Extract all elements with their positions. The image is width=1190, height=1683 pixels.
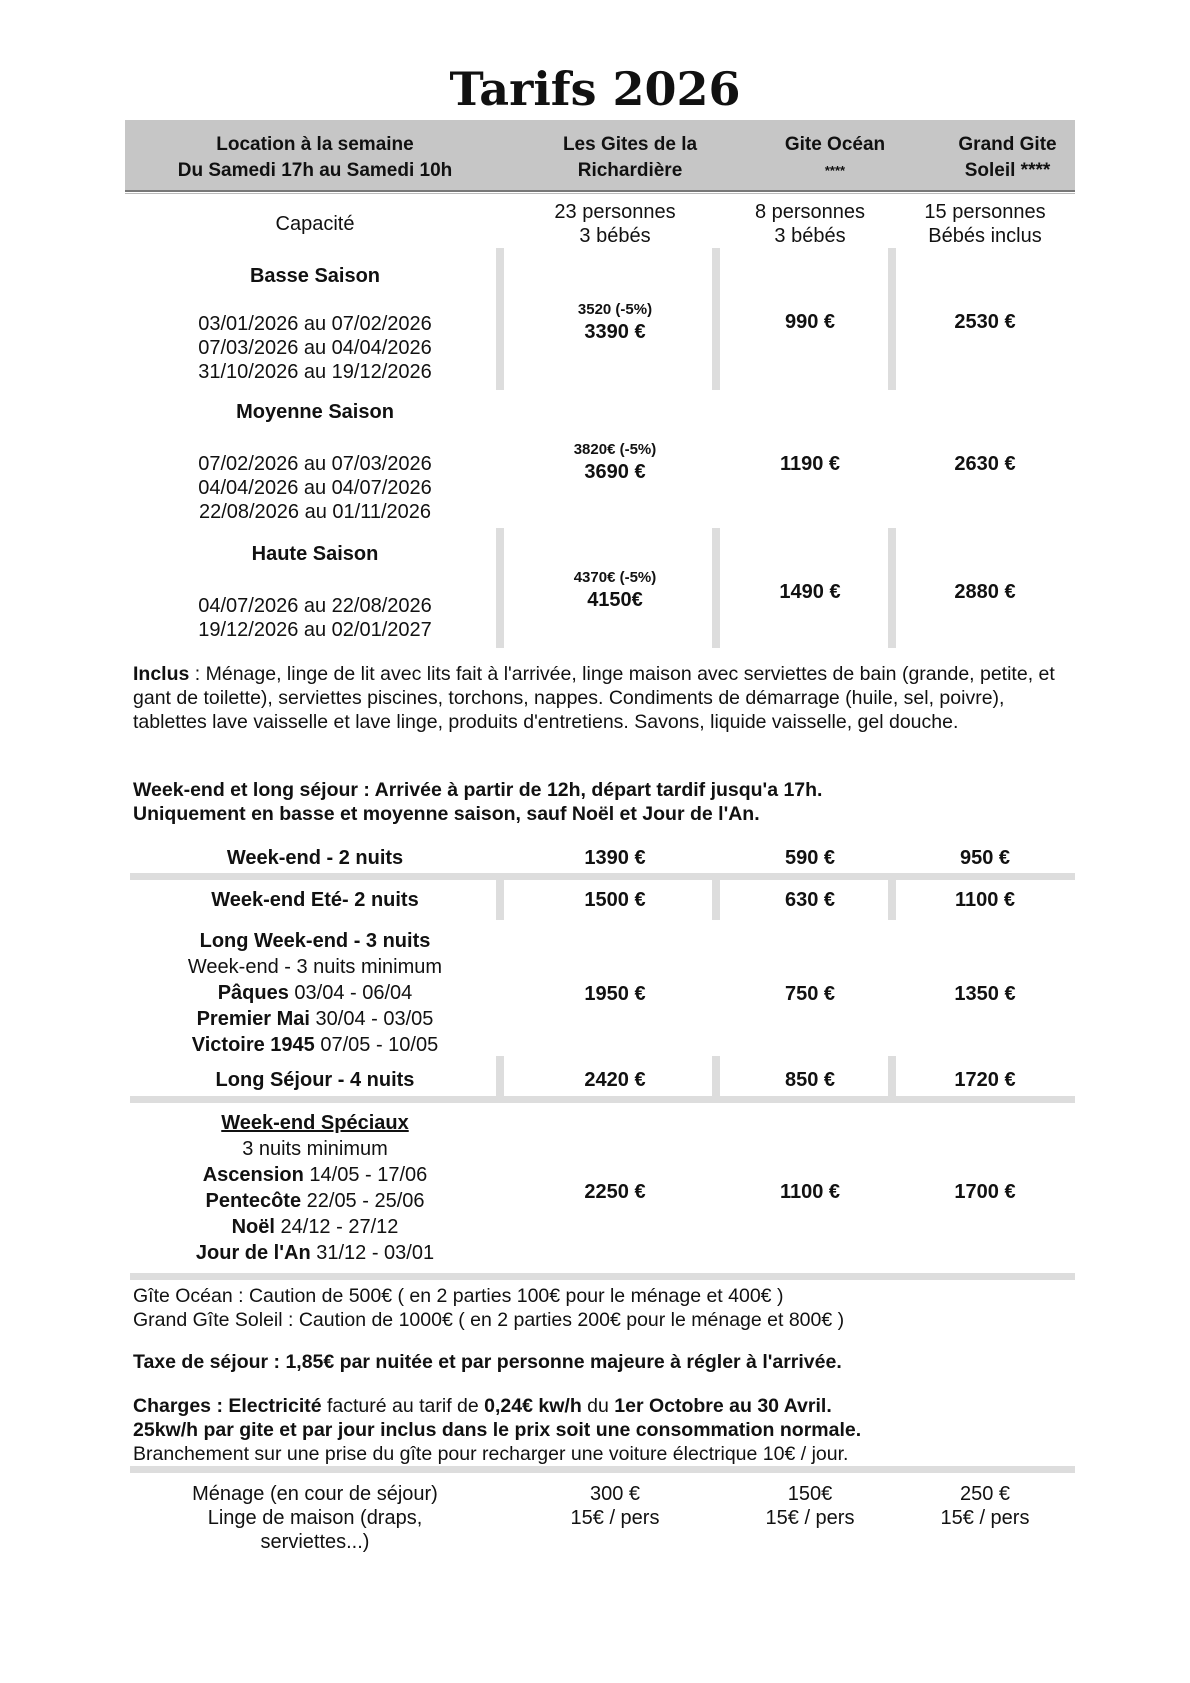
season-dates-moyenne: 07/02/2026 au 07/03/2026 04/04/2026 au 04/07/2026 22/08/2026 au 01/11/2026 xyxy=(198,453,432,523)
price-ocean-haute: 1490 € xyxy=(779,581,841,603)
header-soleil: Grand Gite Soleil **** xyxy=(958,134,1057,181)
header-divider xyxy=(125,190,1075,192)
weekend-ete-ocean: 630 € xyxy=(784,889,836,911)
weekend-2-label: Week-end - 2 nuits xyxy=(226,847,404,869)
row-divider xyxy=(130,1466,1075,1473)
special-weekend-ocean: 1100 € xyxy=(779,1181,841,1203)
season-name-haute: Haute Saison xyxy=(251,543,379,565)
season-name-moyenne: Moyenne Saison xyxy=(236,401,394,423)
long-sejour-label: Long Séjour - 4 nuits xyxy=(215,1069,415,1091)
capacity-ocean: 8 personnes 3 bébés xyxy=(754,201,866,247)
price-richardiere-haute: 4370€ (-5%) 4150€ xyxy=(573,569,657,611)
long-weekend-block: Long Week-end - 3 nuits Week-end - 3 nuits minimum Pâques 03/04 - 06/04 Premier Mai 30/04 - 03/05 Victoire 1945 07/05 - 10/05 xyxy=(187,930,443,1056)
included-text: Inclus : Ménage, linge de lit avec lits fait à l'arrivée, linge maison avec serviettes de bain (grande, petite, et gant de toilette), serviettes piscines, torchons, nappes. Condiments de démarrage (huile, sel, poivre), tablettes lave vaisselle et lave linge, produits d'entretiens. Savons, liquide vaisselle, gel douche. xyxy=(133,663,1055,733)
header-ocean: Gite Océan **** xyxy=(784,134,886,178)
long-weekend-richardiere: 1950 € xyxy=(584,983,646,1005)
weekend-2-richardiere: 1390 € xyxy=(584,847,646,869)
header-location: Location à la semaine Du Samedi 17h au Samedi 10h xyxy=(177,134,453,181)
special-weekend-soleil: 1700 € xyxy=(954,1181,1016,1203)
extras-soleil: 250 € 15€ / pers xyxy=(940,1483,1030,1529)
season-dates-haute: 04/07/2026 au 22/08/2026 19/12/2026 au 02/01/2027 xyxy=(198,595,432,641)
weekend-2-ocean: 590 € xyxy=(784,847,836,869)
deposit-text: Gîte Océan : Caution de 500€ ( en 2 parties 100€ pour le ménage et 400€ ) Grand Gîte Soleil : Caution de 1000€ ( en 2 parties 200€ pour le ménage et 800€ ) xyxy=(133,1285,845,1331)
price-richardiere-basse: 3520 (-5%) 3390 € xyxy=(577,301,653,343)
season-dates-basse: 03/01/2026 au 07/02/2026 07/03/2026 au 04/04/2026 31/10/2026 au 19/12/2026 xyxy=(198,313,432,383)
capacity-soleil: 15 personnes Bébés inclus xyxy=(924,201,1046,247)
price-ocean-basse: 990 € xyxy=(784,311,836,333)
charges-text: Charges : Electricité facturé au tarif de 0,24€ kw/h du 1er Octobre au 30 Avril. 25kw/h par gite et par jour inclus dans le prix soit une consommation normale. Branchement sur une prise du gîte pour recharger une voiture électrique 10€ / jour. xyxy=(133,1395,862,1465)
price-soleil-haute: 2880 € xyxy=(954,581,1016,603)
capacity-label: Capacité xyxy=(275,213,355,235)
header-divider xyxy=(125,193,1075,194)
weekend-2-soleil: 950 € xyxy=(959,847,1011,869)
capacity-richardiere: 23 personnes 3 bébés xyxy=(554,201,676,247)
price-soleil-basse: 2530 € xyxy=(954,311,1016,333)
price-richardiere-moyenne: 3820€ (-5%) 3690 € xyxy=(573,441,657,483)
extras-richardiere: 300 € 15€ / pers xyxy=(570,1483,660,1529)
long-sejour-soleil: 1720 € xyxy=(954,1069,1016,1091)
price-ocean-moyenne: 1190 € xyxy=(779,453,841,475)
row-divider xyxy=(130,1096,1075,1103)
special-weekend-block: Week-end Spéciaux 3 nuits minimum Ascension 14/05 - 17/06 Pentecôte 22/05 - 25/06 Noël 24/12 - 27/12 Jour de l'An 31/12 - 03/01 xyxy=(195,1112,435,1264)
extras-label: Ménage (en cour de séjour) Linge de maison (draps, serviettes...) xyxy=(192,1483,438,1553)
row-divider xyxy=(130,873,1075,880)
long-sejour-ocean: 850 € xyxy=(784,1069,836,1091)
extras-ocean: 150€ 15€ / pers xyxy=(765,1483,855,1529)
row-divider xyxy=(130,1273,1075,1280)
price-soleil-moyenne: 2630 € xyxy=(954,453,1016,475)
page-title: Tarifs 2026 xyxy=(449,62,741,116)
table-header xyxy=(125,120,1075,190)
long-weekend-soleil: 1350 € xyxy=(954,983,1016,1005)
tourist-tax-text: Taxe de séjour : 1,85€ par nuitée et par personne majeure à régler à l'arrivée. xyxy=(133,1351,842,1373)
header-richardiere: Les Gites de la Richardière xyxy=(562,134,698,181)
season-name-basse: Basse Saison xyxy=(249,265,381,287)
weekend-ete-soleil: 1100 € xyxy=(954,889,1016,911)
weekend-note: Week-end et long séjour : Arrivée à partir de 12h, départ tardif jusqu'a 17h. Uniquement en basse et moyenne saison, sauf Noël et Jour de l'An. xyxy=(133,779,823,825)
long-sejour-richardiere: 2420 € xyxy=(584,1069,646,1091)
weekend-ete-richardiere: 1500 € xyxy=(584,889,646,911)
long-weekend-ocean: 750 € xyxy=(784,983,836,1005)
special-weekend-richardiere: 2250 € xyxy=(584,1181,646,1203)
weekend-ete-label: Week-end Eté- 2 nuits xyxy=(211,889,419,911)
